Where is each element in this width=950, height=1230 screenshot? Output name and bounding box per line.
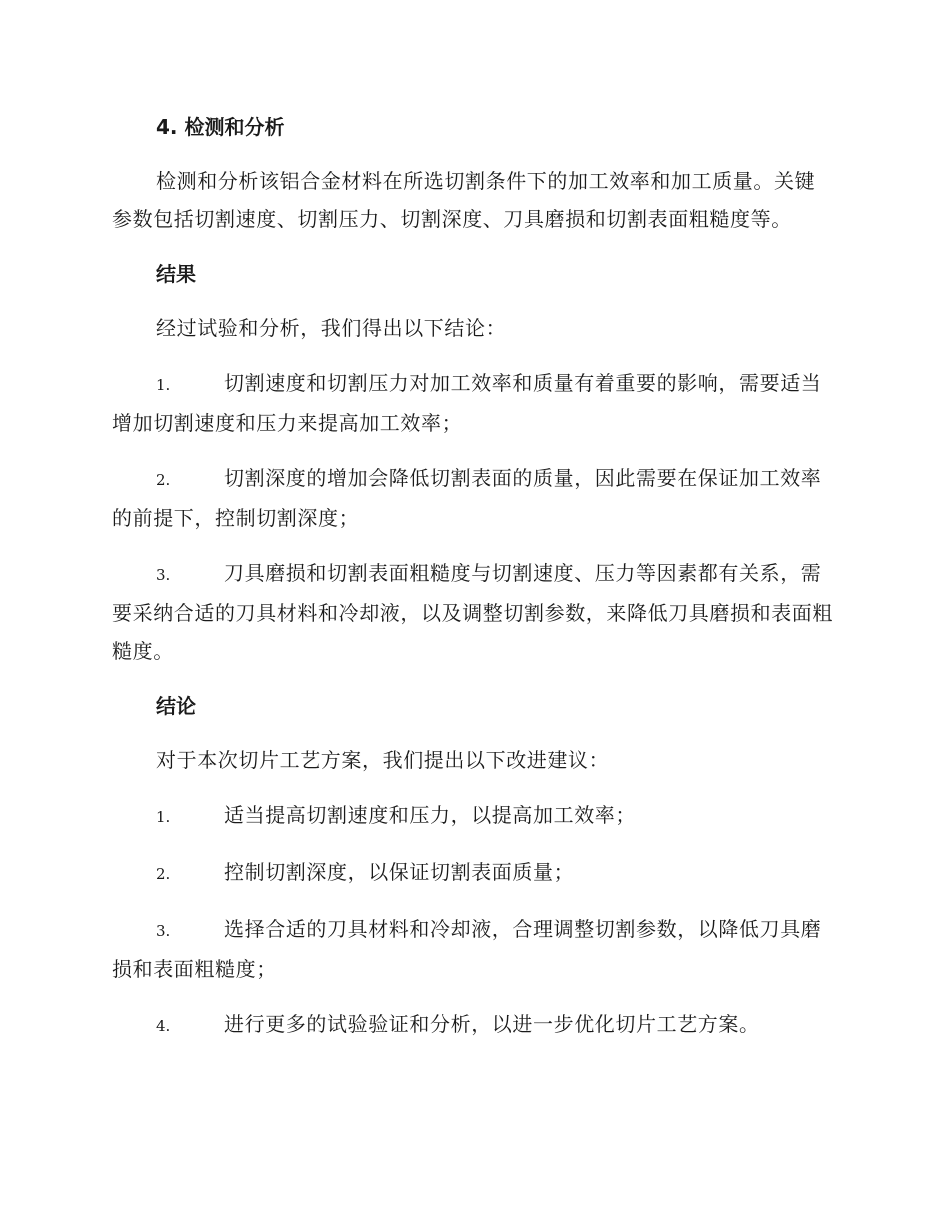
detection-paragraph: 检测和分析该铝合金材料在所选切割条件下的加工效率和加工质量。关键参数包括切割速度、切割压力、切割深度、刀具磨损和切割表面粗糙度等。: [112, 169, 816, 231]
conclusion-list-item: [112, 853, 834, 893]
list-number: 3.: [156, 566, 171, 584]
list-item-text: 切割速度和切割压力对加工效率和质量有着重要的影响，需要适当增加切割速度和压力来提高加工效率；: [112, 371, 822, 435]
conclusion-list-item: [112, 796, 834, 836]
conclusion-list-item: [112, 1005, 834, 1045]
list-item-text: 控制切割深度，以保证切割表面质量；: [224, 860, 575, 884]
list-number: 3.: [156, 922, 171, 940]
list-number: 2.: [156, 471, 171, 489]
list-item-text: 切割深度的增加会降低切割表面的质量，因此需要在保证加工效率的前提下，控制切割深度；: [112, 466, 822, 530]
list-number: 1.: [156, 376, 171, 394]
conclusion-intro: 对于本次切片工艺方案，我们提出以下改进建议：: [156, 748, 610, 772]
list-item-text: 适当提高切割速度和压力，以提高加工效率；: [224, 803, 636, 827]
section-heading-conclusion: 结论: [156, 694, 196, 718]
results-list-item: [112, 364, 834, 442]
list-item-text: 进行更多的试验验证和分析，以进一步优化切片工艺方案。: [224, 1012, 760, 1036]
list-number: 4.: [156, 1017, 171, 1035]
list-number: 1.: [156, 808, 171, 826]
results-list-item: [112, 554, 834, 670]
section-heading-results: 结果: [156, 262, 196, 286]
list-item-text: 选择合适的刀具材料和冷却液，合理调整切割参数，以降低刀具磨损和表面粗糙度；: [112, 917, 822, 981]
list-number: 2.: [156, 865, 171, 883]
section-heading-detection: 4. 检测和分析: [156, 115, 285, 139]
conclusion-list-item: [112, 910, 834, 988]
results-intro: 经过试验和分析，我们得出以下结论：: [156, 316, 507, 340]
document-content: [112, 108, 834, 1062]
results-list-item: [112, 459, 834, 537]
list-item-text: 刀具磨损和切割表面粗糙度与切割速度、压力等因素都有关系，需要采纳合适的刀具材料和冷却液，以及调整切割参数，来降低刀具磨损和表面粗糙度。: [112, 561, 833, 663]
